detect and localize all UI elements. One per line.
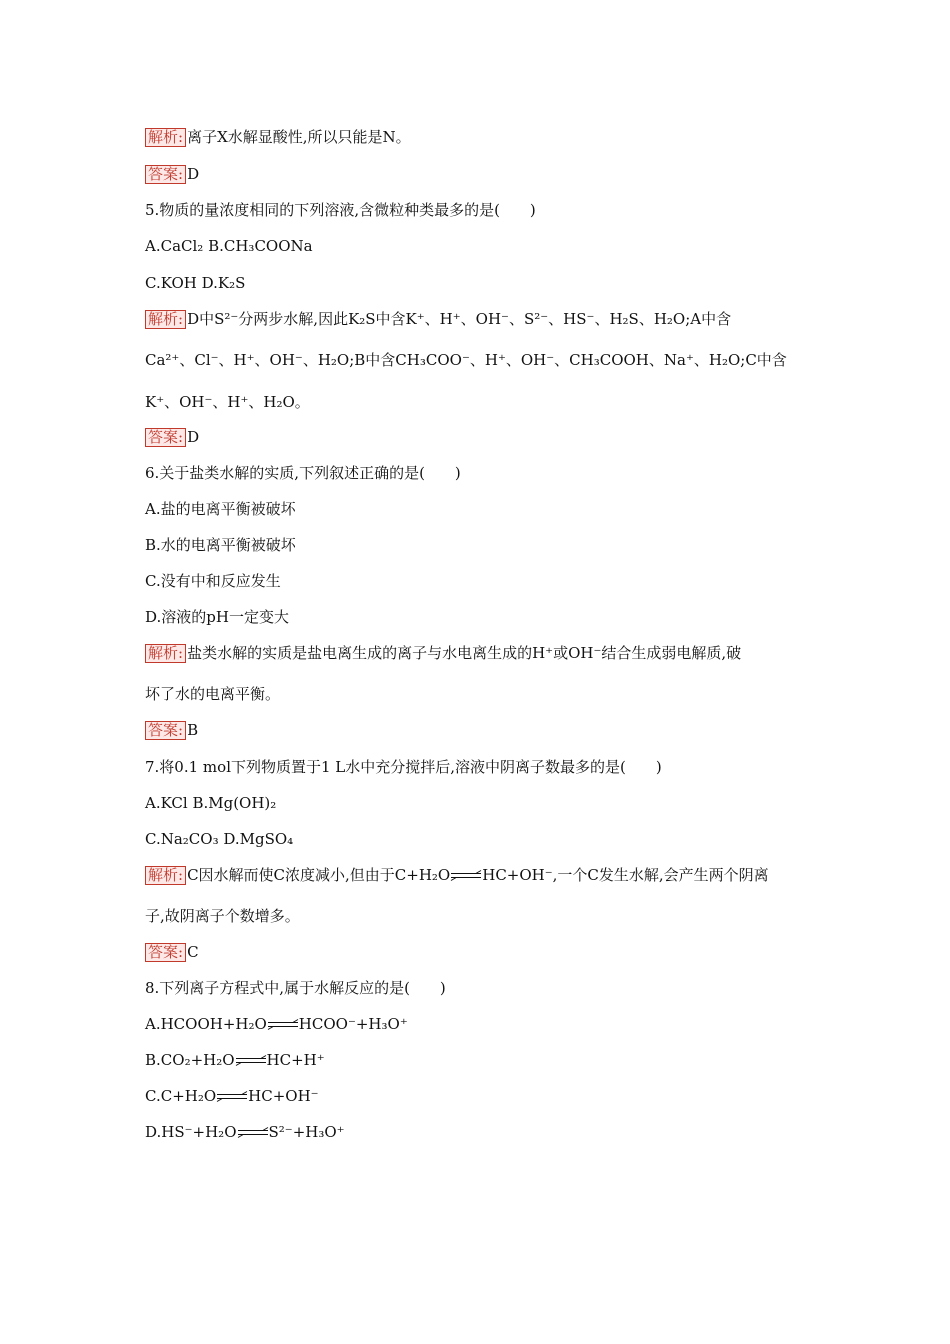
equation-right: HCOO⁻+H₃O⁺ xyxy=(298,1015,408,1033)
analysis-label: 解析: xyxy=(145,644,186,663)
analysis-label: 解析: xyxy=(145,866,186,885)
analysis-text: 离子X水解显酸性,所以只能是N。 xyxy=(187,128,411,146)
q6-answer-line xyxy=(145,720,198,740)
q6-option-b: B.水的电离平衡被破坏 xyxy=(145,536,296,554)
q8-option-d xyxy=(145,1122,345,1142)
equation-left: C.C+H₂O xyxy=(145,1087,217,1105)
q6-stem: 6.关于盐类水解的实质,下列叙述正确的是( ) xyxy=(145,464,461,482)
q6-analysis-line1 xyxy=(145,643,741,663)
answer-text: B xyxy=(187,721,199,739)
q8-option-b xyxy=(145,1050,325,1070)
q8-option-a xyxy=(145,1014,408,1034)
q8-stem: 8.下列离子方程式中,属于水解反应的是( ) xyxy=(145,979,446,997)
equilibrium-arrow-icon xyxy=(217,1093,247,1101)
q6-analysis-line2: 坏了水的电离平衡。 xyxy=(145,685,281,703)
analysis-text: D中S²⁻分两步水解,因此K₂S中含K⁺、H⁺、OH⁻、S²⁻、HS⁻、H₂S、H₂O;A中含 xyxy=(187,310,732,328)
equilibrium-arrow-icon xyxy=(236,1057,266,1065)
answer-text: C xyxy=(187,943,199,961)
q5-stem: 5.物质的量浓度相同的下列溶液,含微粒种类最多的是( ) xyxy=(145,201,536,219)
answer-label: 答案: xyxy=(145,428,186,447)
q4-answer-line xyxy=(145,164,199,184)
analysis-label: 解析: xyxy=(145,128,186,147)
analysis-label: 解析: xyxy=(145,310,186,329)
q7-answer-line xyxy=(145,942,199,962)
q7-analysis-line1 xyxy=(145,865,769,885)
q7-option-ab: A.KCl B.Mg(OH)₂ xyxy=(145,794,277,812)
analysis-text: 盐类水解的实质是盐电离生成的离子与水电离生成的H⁺或OH⁻结合生成弱电解质,破 xyxy=(187,644,742,662)
analysis-text-b: HC+OH⁻,一个C发生水解,会产生两个阴离 xyxy=(482,866,769,884)
q6-option-c: C.没有中和反应发生 xyxy=(145,572,281,590)
q5-option-ab: A.CaCl₂ B.CH₃COONa xyxy=(145,237,313,255)
equation-right: HC+OH⁻ xyxy=(248,1087,319,1105)
answer-label: 答案: xyxy=(145,165,186,184)
equilibrium-arrow-icon xyxy=(238,1129,268,1137)
q8-option-c xyxy=(145,1086,319,1106)
q5-option-cd: C.KOH D.K₂S xyxy=(145,274,246,292)
equation-left: B.CO₂+H₂O xyxy=(145,1051,235,1069)
analysis-text-a: C因水解而使C浓度减小,但由于C+H₂O xyxy=(187,866,451,884)
equilibrium-arrow-icon xyxy=(451,872,481,880)
equation-left: A.HCOOH+H₂O xyxy=(145,1015,267,1033)
q7-stem: 7.将0.1 mol下列物质置于1 L水中充分搅拌后,溶液中阴离子数最多的是( ) xyxy=(145,758,662,776)
answer-label: 答案: xyxy=(145,721,186,740)
q7-analysis-line2: 子,故阴离子个数增多。 xyxy=(145,907,300,925)
q6-option-d: D.溶液的pH一定变大 xyxy=(145,608,289,626)
q6-option-a: A.盐的电离平衡被破坏 xyxy=(145,500,296,518)
equation-left: D.HS⁻+H₂O xyxy=(145,1123,237,1141)
answer-text: D xyxy=(187,165,200,183)
answer-label: 答案: xyxy=(145,943,186,962)
q5-analysis-line2: Ca²⁺、Cl⁻、H⁺、OH⁻、H₂O;B中含CH₃COO⁻、H⁺、OH⁻、CH₃COOH、Na⁺、H₂O;C中含 xyxy=(145,351,787,369)
equation-right: HC+H⁺ xyxy=(266,1051,325,1069)
q5-analysis-line1 xyxy=(145,309,731,329)
q7-option-cd: C.Na₂CO₃ D.MgSO₄ xyxy=(145,830,294,848)
equation-right: S²⁻+H₃O⁺ xyxy=(268,1123,345,1141)
equilibrium-arrow-icon xyxy=(268,1021,298,1029)
answer-text: D xyxy=(187,428,200,446)
q5-answer-line xyxy=(145,427,199,447)
q4-analysis-line xyxy=(145,127,411,147)
q5-analysis-line3: K⁺、OH⁻、H⁺、H₂O。 xyxy=(145,393,310,411)
